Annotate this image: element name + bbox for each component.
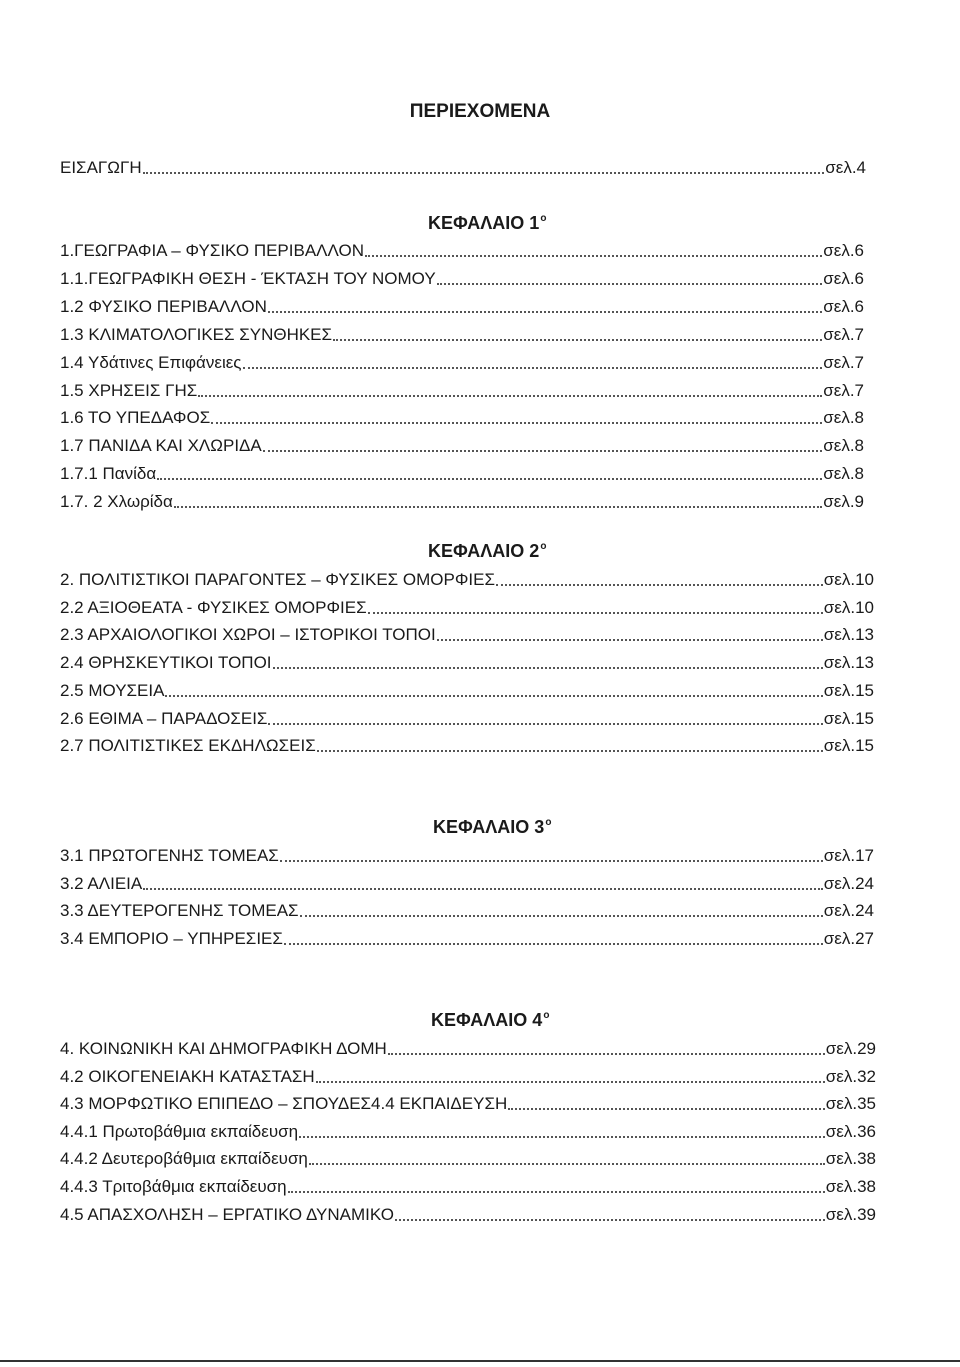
dot-leader bbox=[174, 506, 822, 508]
toc-entry-label: 4.4.1 Πρωτοβάθμια εκπαίδευση bbox=[60, 1122, 299, 1141]
toc-entry-label: 2. ΠΟΛΙΤΙΣΤΙΚΟΙ ΠΑΡΑΓΟΝΤΕΣ – ΦΥΣΙΚΕΣ ΟΜΟΡΦΙΕΣ bbox=[60, 570, 495, 589]
toc-entry-label: 1.7 ΠΑΝΙΔΑ ΚΑΙ ΧΛΩΡΙΔΑ bbox=[60, 436, 262, 455]
toc-entry-label: 3.2 ΑΛΙΕΙΑ bbox=[60, 874, 143, 893]
toc-entry-page: σελ.38 bbox=[825, 1149, 876, 1168]
dot-leader bbox=[280, 860, 823, 862]
toc-entry-page: σελ.4 bbox=[825, 158, 866, 177]
toc-entry-page: σελ.6 bbox=[823, 269, 864, 288]
page-title: ΠΕΡΙΕΧΟΜΕΝΑ bbox=[409, 101, 551, 122]
toc-entry-page: σελ.15 bbox=[823, 681, 874, 700]
dot-leader bbox=[273, 667, 823, 669]
toc-entry-label: 3.4 ΕΜΠΟΡΙΟ – ΥΠΗΡΕΣΙΕΣ bbox=[60, 929, 283, 948]
chapter-heading bbox=[428, 541, 546, 562]
toc-entry-page: σελ.7 bbox=[823, 353, 864, 372]
toc-entry-page: σελ.6 bbox=[823, 241, 864, 260]
toc-entry bbox=[60, 570, 874, 590]
toc-entry-page: σελ.10 bbox=[823, 598, 874, 617]
dot-leader bbox=[388, 1053, 825, 1055]
toc-entry-label: 1.7.1 Πανίδα bbox=[60, 464, 157, 483]
dot-leader bbox=[143, 888, 823, 890]
toc-entry-label: 4.3 ΜΟΡΦΩΤΙΚΟ ΕΠΙΠΕΔΟ – ΣΠΟΥΔΕΣ4.4 ΕΚΠΑΙΔΕΥΣΗ bbox=[60, 1094, 508, 1113]
toc-entry-page: σελ.15 bbox=[823, 736, 874, 755]
toc-entry-page: σελ.24 bbox=[823, 874, 874, 893]
dot-leader bbox=[263, 450, 823, 452]
toc-entry-page: σελ.13 bbox=[823, 653, 874, 672]
toc-entry-label: 2.3 ΑΡΧΑΙΟΛΟΓΙΚΟΙ ΧΩΡΟΙ – ΙΣΤΟΡΙΚΟΙ ΤΟΠΟΙ bbox=[60, 625, 436, 644]
toc-entry-label: 2.5 ΜΟΥΣΕΙΑ bbox=[60, 681, 165, 700]
toc-entry-page: σελ.17 bbox=[823, 846, 874, 865]
toc-entry-page: σελ.8 bbox=[823, 464, 864, 483]
toc-entry-page: σελ.9 bbox=[823, 492, 864, 511]
toc-entry bbox=[60, 297, 864, 317]
toc-entry bbox=[60, 736, 874, 756]
toc-entry-label: 1.1.ΓΕΩΓΡΑΦΙΚΗ ΘΕΣΗ - ΈΚΤΑΣΗ ΤΟΥ ΝΟΜΟΥ bbox=[60, 269, 436, 288]
dot-leader bbox=[243, 367, 823, 369]
dot-leader bbox=[437, 283, 823, 285]
toc-entry-label: 4. ΚΟΙΝΩΝΙΚΗ ΚΑΙ ΔΗΜΟΓΡΑΦΙΚΗ ΔΟΜΗ bbox=[60, 1039, 387, 1058]
toc-entry-label: 2.4 ΘΡΗΣΚΕΥΤΙΚΟΙ ΤΟΠΟΙ bbox=[60, 653, 272, 672]
toc-entry-label: 1.3 ΚΛΙΜΑΤΟΛΟΓΙΚΕΣ ΣΥΝΘΗΚΕΣ bbox=[60, 325, 333, 344]
toc-entry bbox=[60, 492, 864, 512]
chapter-heading bbox=[431, 1010, 549, 1031]
toc-entry bbox=[60, 269, 864, 289]
toc-entry-label: 4.2 ΟΙΚΟΓΕΝΕΙΑΚΗ ΚΑΤΑΣΤΑΣΗ bbox=[60, 1067, 315, 1086]
toc-entry-label: 1.4 Υδάτινες Επιφάνειες bbox=[60, 353, 242, 372]
toc-entry-page: σελ.27 bbox=[823, 929, 874, 948]
dot-leader bbox=[299, 1136, 825, 1138]
chapter-heading-ordinal: ο bbox=[545, 817, 552, 828]
chapter-heading-ordinal: ο bbox=[543, 1010, 550, 1021]
toc-entry bbox=[60, 874, 874, 894]
dot-leader bbox=[309, 1163, 825, 1165]
toc-entry-intro bbox=[60, 158, 866, 178]
toc-entry-label: 4.5 ΑΠΑΣΧΟΛΗΣΗ – ΕΡΓΑΤΙΚΟ ΔΥΝΑΜΙΚΟ bbox=[60, 1205, 394, 1224]
dot-leader bbox=[211, 422, 822, 424]
toc-entry bbox=[60, 709, 874, 729]
toc-entry bbox=[60, 1122, 876, 1142]
chapter-heading-ordinal: ο bbox=[540, 541, 547, 552]
toc-entry-label: 2.6 ΕΘΙΜΑ – ΠΑΡΑΔΟΣΕΙΣ bbox=[60, 709, 268, 728]
toc-entry bbox=[60, 436, 864, 456]
toc-entry-page: σελ.13 bbox=[823, 625, 874, 644]
toc-entry-page: σελ.6 bbox=[823, 297, 864, 316]
chapter-heading bbox=[428, 213, 546, 234]
dot-leader bbox=[288, 1191, 825, 1193]
toc-entry bbox=[60, 929, 874, 949]
toc-entry-page: σελ.32 bbox=[825, 1067, 876, 1086]
dot-leader bbox=[437, 639, 823, 641]
toc-entry bbox=[60, 241, 864, 261]
toc-entry-label: ΕΙΣΑΓΩΓΗ bbox=[60, 158, 142, 177]
toc-entry bbox=[60, 325, 864, 345]
toc-entry-label: 1.7. 2 Χλωρίδα bbox=[60, 492, 173, 511]
toc-entry-page: σελ.7 bbox=[823, 325, 864, 344]
dot-leader bbox=[333, 339, 822, 341]
toc-entry-page: σελ.38 bbox=[825, 1177, 876, 1196]
toc-entry-page: σελ.36 bbox=[825, 1122, 876, 1141]
toc-entry bbox=[60, 353, 864, 373]
toc-entry-label: 1.5 ΧΡΗΣΕΙΣ ΓΗΣ bbox=[60, 381, 198, 400]
toc-entry bbox=[60, 1039, 876, 1059]
toc-entry-label: 1.2 ΦΥΣΙΚΟ ΠΕΡΙΒΑΛΛΟΝ bbox=[60, 297, 267, 316]
dot-leader bbox=[198, 395, 822, 397]
toc-entry bbox=[60, 1067, 876, 1087]
toc-entry bbox=[60, 1094, 876, 1114]
chapter-heading bbox=[433, 817, 551, 838]
dot-leader bbox=[368, 612, 823, 614]
toc-entry bbox=[60, 381, 864, 401]
toc-entry-page: σελ.10 bbox=[823, 570, 874, 589]
toc-entry-page: σελ.39 bbox=[825, 1205, 876, 1224]
dot-leader bbox=[165, 695, 822, 697]
chapter-heading-text: ΚΕΦΑΛΑΙΟ 2 bbox=[428, 541, 540, 561]
toc-entry-page: σελ.8 bbox=[823, 436, 864, 455]
toc-entry bbox=[60, 598, 874, 618]
dot-leader bbox=[268, 723, 822, 725]
dot-leader bbox=[268, 311, 822, 313]
toc-entry-page: σελ.7 bbox=[823, 381, 864, 400]
toc-entry-label: 4.4.2 Δευτεροβάθμια εκπαίδευση bbox=[60, 1149, 308, 1168]
dot-leader bbox=[395, 1219, 825, 1221]
dot-leader bbox=[496, 584, 823, 586]
toc-entry-label: 1.ΓΕΩΓΡΑΦΙΑ – ΦΥΣΙΚΟ ΠΕΡΙΒΑΛΛΟΝ bbox=[60, 241, 365, 260]
toc-entry bbox=[60, 408, 864, 428]
toc-entry bbox=[60, 1205, 876, 1225]
toc-entry-label: 1.6 ΤΟ ΥΠΕΔΑΦΟΣ bbox=[60, 408, 211, 427]
dot-leader bbox=[317, 750, 823, 752]
dot-leader bbox=[316, 1081, 825, 1083]
toc-entry bbox=[60, 681, 874, 701]
toc-entry-page: σελ.8 bbox=[823, 408, 864, 427]
toc-entry-page: σελ.29 bbox=[825, 1039, 876, 1058]
toc-entry bbox=[60, 653, 874, 673]
toc-entry bbox=[60, 1177, 876, 1197]
toc-entry-page: σελ.35 bbox=[825, 1094, 876, 1113]
dot-leader bbox=[157, 478, 822, 480]
toc-entry bbox=[60, 846, 874, 866]
dot-leader bbox=[300, 915, 823, 917]
toc-entry-page: σελ.15 bbox=[823, 709, 874, 728]
bottom-border bbox=[0, 1360, 960, 1362]
toc-entry-label: 3.3 ΔΕΥΤΕΡΟΓΕΝΗΣ ΤΟΜΕΑΣ bbox=[60, 901, 299, 920]
toc-entry-label: 4.4.3 Τριτοβάθμια εκπαίδευση bbox=[60, 1177, 287, 1196]
toc-entry-label: 3.1 ΠΡΩΤΟΓΕΝΗΣ ΤΟΜΕΑΣ bbox=[60, 846, 279, 865]
dot-leader bbox=[143, 172, 825, 174]
dot-leader bbox=[508, 1108, 825, 1110]
toc-entry bbox=[60, 625, 874, 645]
toc-entry bbox=[60, 901, 874, 921]
chapter-heading-text: ΚΕΦΑΛΑΙΟ 1 bbox=[428, 213, 540, 233]
toc-entry bbox=[60, 464, 864, 484]
chapter-heading-text: ΚΕΦΑΛΑΙΟ 3 bbox=[433, 817, 545, 837]
chapter-heading-ordinal: ο bbox=[540, 213, 547, 224]
toc-entry-label: 2.2 ΑΞΙΟΘΕΑΤΑ - ΦΥΣΙΚΕΣ ΟΜΟΡΦΙΕΣ bbox=[60, 598, 367, 617]
dot-leader bbox=[365, 255, 822, 257]
toc-entry-label: 2.7 ΠΟΛΙΤΙΣΤΙΚΕΣ ΕΚΔΗΛΩΣΕΙΣ bbox=[60, 736, 316, 755]
dot-leader bbox=[284, 943, 823, 945]
toc-entry bbox=[60, 1149, 876, 1169]
chapter-heading-text: ΚΕΦΑΛΑΙΟ 4 bbox=[431, 1010, 543, 1030]
toc-entry-page: σελ.24 bbox=[823, 901, 874, 920]
